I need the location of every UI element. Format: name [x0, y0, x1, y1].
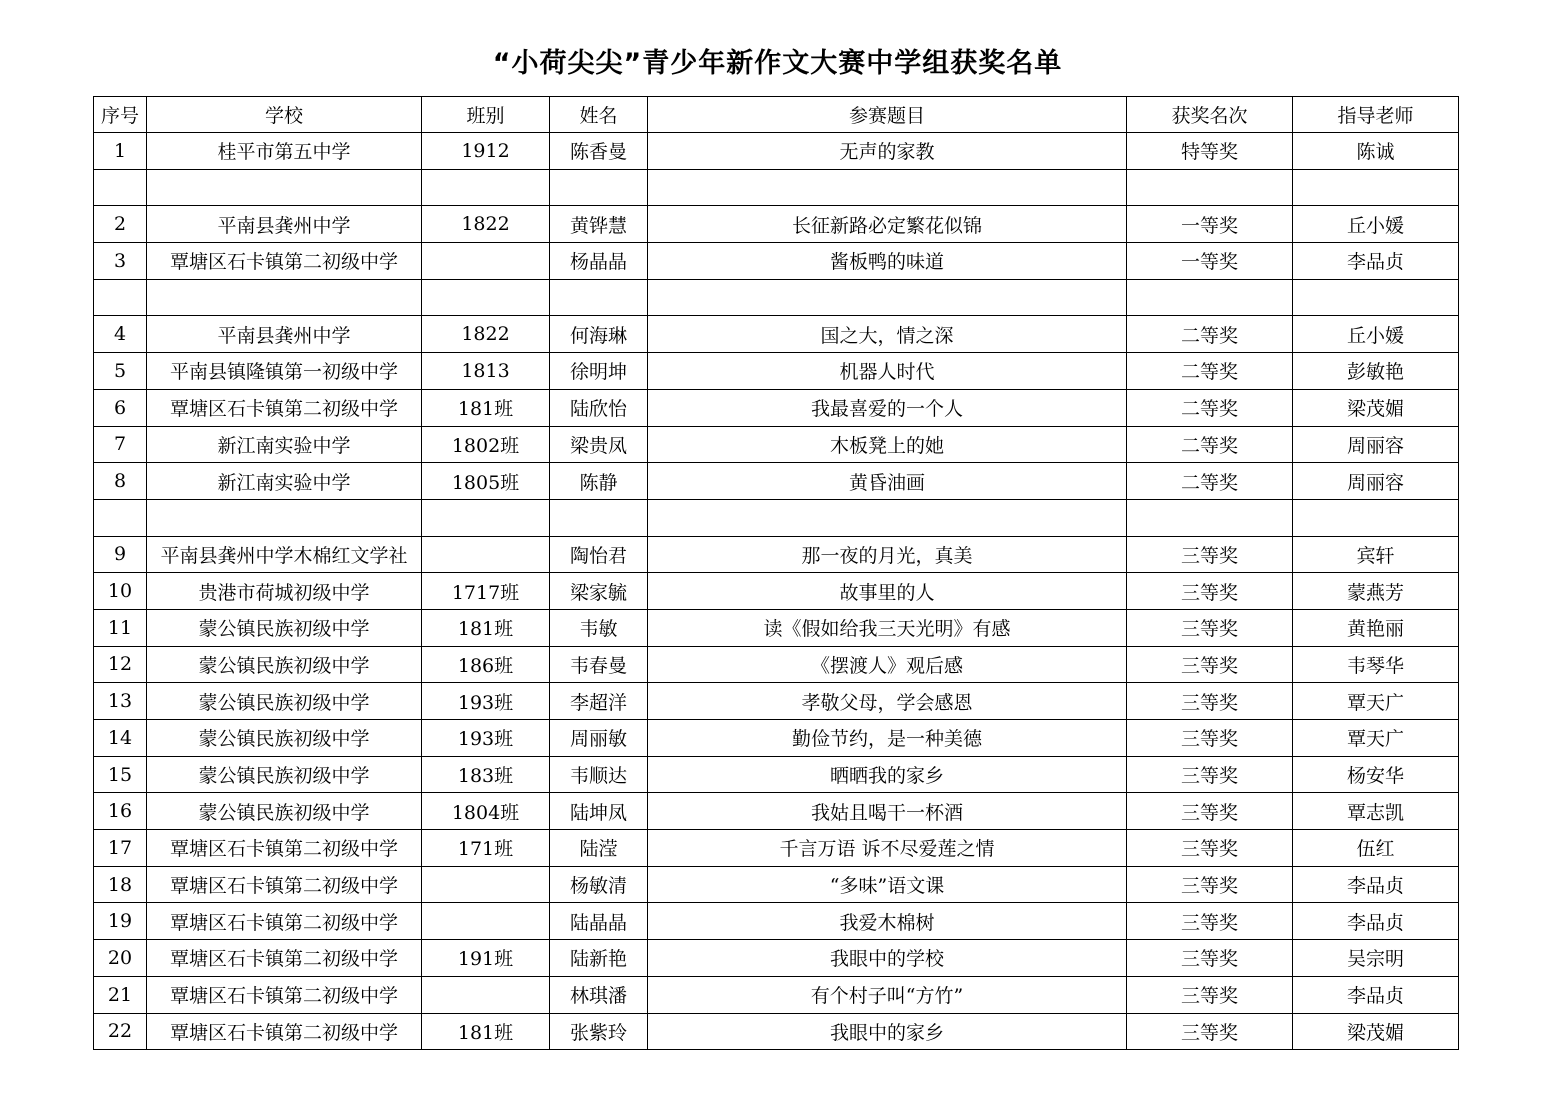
cell-school: 贵港市荷城初级中学: [147, 573, 422, 610]
cell-topic: 读《假如给我三天光明》有感: [648, 609, 1127, 646]
cell-index: 18: [94, 866, 147, 903]
cell-teacher: 彭敏艳: [1293, 353, 1459, 390]
cell-teacher: 李品贞: [1293, 866, 1459, 903]
table-body: [94, 133, 1459, 1050]
cell-award: 三等奖: [1127, 756, 1293, 793]
cell-teacher: 蒙燕芳: [1293, 573, 1459, 610]
cell-class: [422, 536, 550, 573]
cell-class: 1813: [422, 353, 550, 390]
header-topic: 参赛题目: [648, 97, 1127, 133]
cell-class: [422, 169, 550, 206]
cell-index: [94, 499, 147, 536]
cell-index: 17: [94, 830, 147, 867]
cell-index: 16: [94, 793, 147, 830]
cell-name: 周丽敏: [550, 720, 648, 757]
cell-index: 15: [94, 756, 147, 793]
cell-class: 191班: [422, 940, 550, 977]
cell-topic: 黄昏油画: [648, 463, 1127, 500]
cell-index: [94, 169, 147, 206]
cell-school: [147, 279, 422, 316]
cell-name: 杨晶晶: [550, 243, 648, 280]
cell-class: 1802班: [422, 426, 550, 463]
cell-name: [550, 499, 648, 536]
table-row: [94, 793, 1459, 830]
cell-school: 覃塘区石卡镇第二初级中学: [147, 1013, 422, 1050]
cell-award: 二等奖: [1127, 463, 1293, 500]
cell-name: 何海琳: [550, 316, 648, 353]
cell-school: [147, 169, 422, 206]
cell-topic: 孝敬父母，学会感恩: [648, 683, 1127, 720]
cell-award: [1127, 169, 1293, 206]
cell-award: 二等奖: [1127, 389, 1293, 426]
cell-topic: 酱板鸭的味道: [648, 243, 1127, 280]
table-row: [94, 866, 1459, 903]
cell-topic: “多味”语文课: [648, 866, 1127, 903]
cell-name: 杨敏清: [550, 866, 648, 903]
cell-teacher: 覃天广: [1293, 683, 1459, 720]
table-row: [94, 830, 1459, 867]
cell-award: 三等奖: [1127, 646, 1293, 683]
cell-name: 陆欣怡: [550, 389, 648, 426]
cell-topic: 国之大，情之深: [648, 316, 1127, 353]
cell-teacher: 周丽容: [1293, 426, 1459, 463]
header-school: 学校: [147, 97, 422, 133]
cell-award: 二等奖: [1127, 353, 1293, 390]
cell-class: 1805班: [422, 463, 550, 500]
table-row: [94, 609, 1459, 646]
cell-teacher: 周丽容: [1293, 463, 1459, 500]
cell-name: 陈静: [550, 463, 648, 500]
table-header-row: [94, 97, 1459, 133]
cell-school: 覃塘区石卡镇第二初级中学: [147, 243, 422, 280]
cell-class: 1717班: [422, 573, 550, 610]
cell-topic: 我眼中的家乡: [648, 1013, 1127, 1050]
cell-topic: 勤俭节约，是一种美德: [648, 720, 1127, 757]
table-row: [94, 279, 1459, 316]
cell-index: 22: [94, 1013, 147, 1050]
cell-class: [422, 243, 550, 280]
cell-name: 陶怡君: [550, 536, 648, 573]
cell-index: 6: [94, 389, 147, 426]
cell-award: 一等奖: [1127, 206, 1293, 243]
cell-award: [1127, 279, 1293, 316]
cell-school: 覃塘区石卡镇第二初级中学: [147, 976, 422, 1013]
cell-school: 平南县镇隆镇第一初级中学: [147, 353, 422, 390]
cell-class: 1822: [422, 206, 550, 243]
cell-award: 三等奖: [1127, 1013, 1293, 1050]
table-row: [94, 573, 1459, 610]
cell-class: 1912: [422, 133, 550, 170]
cell-topic: 我姑且喝干一杯酒: [648, 793, 1127, 830]
cell-topic: 我最喜爱的一个人: [648, 389, 1127, 426]
cell-index: 11: [94, 609, 147, 646]
cell-class: 193班: [422, 683, 550, 720]
table-row: [94, 756, 1459, 793]
header-name: 姓名: [550, 97, 648, 133]
cell-topic: 有个村子叫“方竹”: [648, 976, 1127, 1013]
cell-school: 桂平市第五中学: [147, 133, 422, 170]
cell-teacher: 李品贞: [1293, 243, 1459, 280]
cell-name: 梁家毓: [550, 573, 648, 610]
cell-school: 新江南实验中学: [147, 463, 422, 500]
cell-index: 1: [94, 133, 147, 170]
cell-award: 三等奖: [1127, 536, 1293, 573]
cell-topic: [648, 169, 1127, 206]
table-row: [94, 903, 1459, 940]
cell-name: [550, 279, 648, 316]
cell-class: 1804班: [422, 793, 550, 830]
cell-teacher: [1293, 499, 1459, 536]
cell-school: 覃塘区石卡镇第二初级中学: [147, 940, 422, 977]
cell-school: 蒙公镇民族初级中学: [147, 646, 422, 683]
table-row: [94, 389, 1459, 426]
cell-class: 171班: [422, 830, 550, 867]
table-row: [94, 536, 1459, 573]
cell-index: 14: [94, 720, 147, 757]
cell-school: 覃塘区石卡镇第二初级中学: [147, 389, 422, 426]
cell-name: 陈香曼: [550, 133, 648, 170]
cell-school: 覃塘区石卡镇第二初级中学: [147, 830, 422, 867]
cell-name: 黄铧慧: [550, 206, 648, 243]
cell-school: 蒙公镇民族初级中学: [147, 793, 422, 830]
cell-teacher: [1293, 169, 1459, 206]
cell-name: 李超洋: [550, 683, 648, 720]
cell-name: 韦春曼: [550, 646, 648, 683]
cell-topic: 晒晒我的家乡: [648, 756, 1127, 793]
table-row: [94, 426, 1459, 463]
cell-name: 韦敏: [550, 609, 648, 646]
cell-teacher: 杨安华: [1293, 756, 1459, 793]
cell-topic: 机器人时代: [648, 353, 1127, 390]
page-title: “小荷尖尖”青少年新作文大赛中学组获奖名单: [492, 48, 1063, 79]
cell-topic: 故事里的人: [648, 573, 1127, 610]
cell-school: 蒙公镇民族初级中学: [147, 683, 422, 720]
cell-name: 梁贵凤: [550, 426, 648, 463]
table-row: [94, 499, 1459, 536]
cell-index: 7: [94, 426, 147, 463]
cell-award: 三等奖: [1127, 866, 1293, 903]
header-award: 获奖名次: [1127, 97, 1293, 133]
cell-teacher: [1293, 279, 1459, 316]
table-row: [94, 463, 1459, 500]
header-class: 班别: [422, 97, 550, 133]
cell-name: 张紫玲: [550, 1013, 648, 1050]
cell-index: 10: [94, 573, 147, 610]
cell-class: [422, 866, 550, 903]
cell-award: 三等奖: [1127, 903, 1293, 940]
cell-index: 12: [94, 646, 147, 683]
cell-award: 三等奖: [1127, 683, 1293, 720]
cell-award: 三等奖: [1127, 573, 1293, 610]
awards-table: [93, 96, 1459, 1050]
table-row: [94, 206, 1459, 243]
cell-index: 13: [94, 683, 147, 720]
cell-class: 186班: [422, 646, 550, 683]
table-row: [94, 683, 1459, 720]
cell-teacher: 韦琴华: [1293, 646, 1459, 683]
cell-teacher: 伍红: [1293, 830, 1459, 867]
cell-topic: 我眼中的学校: [648, 940, 1127, 977]
table-row: [94, 646, 1459, 683]
cell-teacher: 李品贞: [1293, 976, 1459, 1013]
cell-school: 平南县龚州中学: [147, 316, 422, 353]
cell-school: 覃塘区石卡镇第二初级中学: [147, 866, 422, 903]
cell-topic: 《摆渡人》观后感: [648, 646, 1127, 683]
cell-class: 181班: [422, 1013, 550, 1050]
table-row: [94, 720, 1459, 757]
cell-class: 193班: [422, 720, 550, 757]
cell-award: 三等奖: [1127, 976, 1293, 1013]
cell-topic: 千言万语 诉不尽爱莲之情: [648, 830, 1127, 867]
cell-teacher: 丘小媛: [1293, 206, 1459, 243]
cell-index: 4: [94, 316, 147, 353]
cell-teacher: 李品贞: [1293, 903, 1459, 940]
cell-award: [1127, 499, 1293, 536]
cell-name: 陆新艳: [550, 940, 648, 977]
cell-class: 181班: [422, 609, 550, 646]
cell-name: 陆滢: [550, 830, 648, 867]
cell-index: 5: [94, 353, 147, 390]
cell-school: [147, 499, 422, 536]
cell-topic: 我爱木棉树: [648, 903, 1127, 940]
cell-index: 19: [94, 903, 147, 940]
cell-teacher: 梁茂媚: [1293, 1013, 1459, 1050]
cell-award: 三等奖: [1127, 830, 1293, 867]
cell-class: [422, 903, 550, 940]
cell-name: 陆坤凤: [550, 793, 648, 830]
table-row: [94, 1013, 1459, 1050]
cell-topic: 无声的家教: [648, 133, 1127, 170]
cell-topic: 长征新路必定繁花似锦: [648, 206, 1127, 243]
cell-class: 183班: [422, 756, 550, 793]
cell-teacher: 覃志凯: [1293, 793, 1459, 830]
cell-topic: 那一夜的月光，真美: [648, 536, 1127, 573]
cell-index: 2: [94, 206, 147, 243]
cell-award: 特等奖: [1127, 133, 1293, 170]
table-row: [94, 353, 1459, 390]
cell-name: 林琪潘: [550, 976, 648, 1013]
table-row: [94, 133, 1459, 170]
table-row: [94, 243, 1459, 280]
cell-class: [422, 976, 550, 1013]
cell-name: [550, 169, 648, 206]
table-row: [94, 316, 1459, 353]
cell-index: 3: [94, 243, 147, 280]
cell-teacher: 梁茂媚: [1293, 389, 1459, 426]
cell-index: 20: [94, 940, 147, 977]
cell-award: 二等奖: [1127, 316, 1293, 353]
cell-school: 平南县龚州中学: [147, 206, 422, 243]
cell-topic: [648, 499, 1127, 536]
cell-topic: 木板凳上的她: [648, 426, 1127, 463]
cell-award: 三等奖: [1127, 793, 1293, 830]
table-row: [94, 940, 1459, 977]
cell-teacher: 陈诚: [1293, 133, 1459, 170]
cell-index: [94, 279, 147, 316]
cell-teacher: 吴宗明: [1293, 940, 1459, 977]
header-teacher: 指导老师: [1293, 97, 1459, 133]
cell-teacher: 覃天广: [1293, 720, 1459, 757]
cell-school: 平南县龚州中学木棉红文学社: [147, 536, 422, 573]
cell-topic: [648, 279, 1127, 316]
cell-name: 陆晶晶: [550, 903, 648, 940]
cell-teacher: 宾轩: [1293, 536, 1459, 573]
cell-index: 8: [94, 463, 147, 500]
cell-school: 新江南实验中学: [147, 426, 422, 463]
cell-school: 蒙公镇民族初级中学: [147, 756, 422, 793]
cell-class: [422, 499, 550, 536]
cell-award: 一等奖: [1127, 243, 1293, 280]
cell-class: 1822: [422, 316, 550, 353]
cell-school: 蒙公镇民族初级中学: [147, 720, 422, 757]
table-row: [94, 976, 1459, 1013]
header-index: 序号: [94, 97, 147, 133]
cell-award: 三等奖: [1127, 940, 1293, 977]
cell-award: 三等奖: [1127, 720, 1293, 757]
cell-name: 韦顺达: [550, 756, 648, 793]
cell-class: 181班: [422, 389, 550, 426]
cell-index: 21: [94, 976, 147, 1013]
cell-school: 蒙公镇民族初级中学: [147, 609, 422, 646]
cell-class: [422, 279, 550, 316]
cell-award: 二等奖: [1127, 426, 1293, 463]
cell-teacher: 黄艳丽: [1293, 609, 1459, 646]
cell-teacher: 丘小媛: [1293, 316, 1459, 353]
cell-index: 9: [94, 536, 147, 573]
cell-name: 徐明坤: [550, 353, 648, 390]
cell-school: 覃塘区石卡镇第二初级中学: [147, 903, 422, 940]
cell-award: 三等奖: [1127, 609, 1293, 646]
table-row: [94, 169, 1459, 206]
